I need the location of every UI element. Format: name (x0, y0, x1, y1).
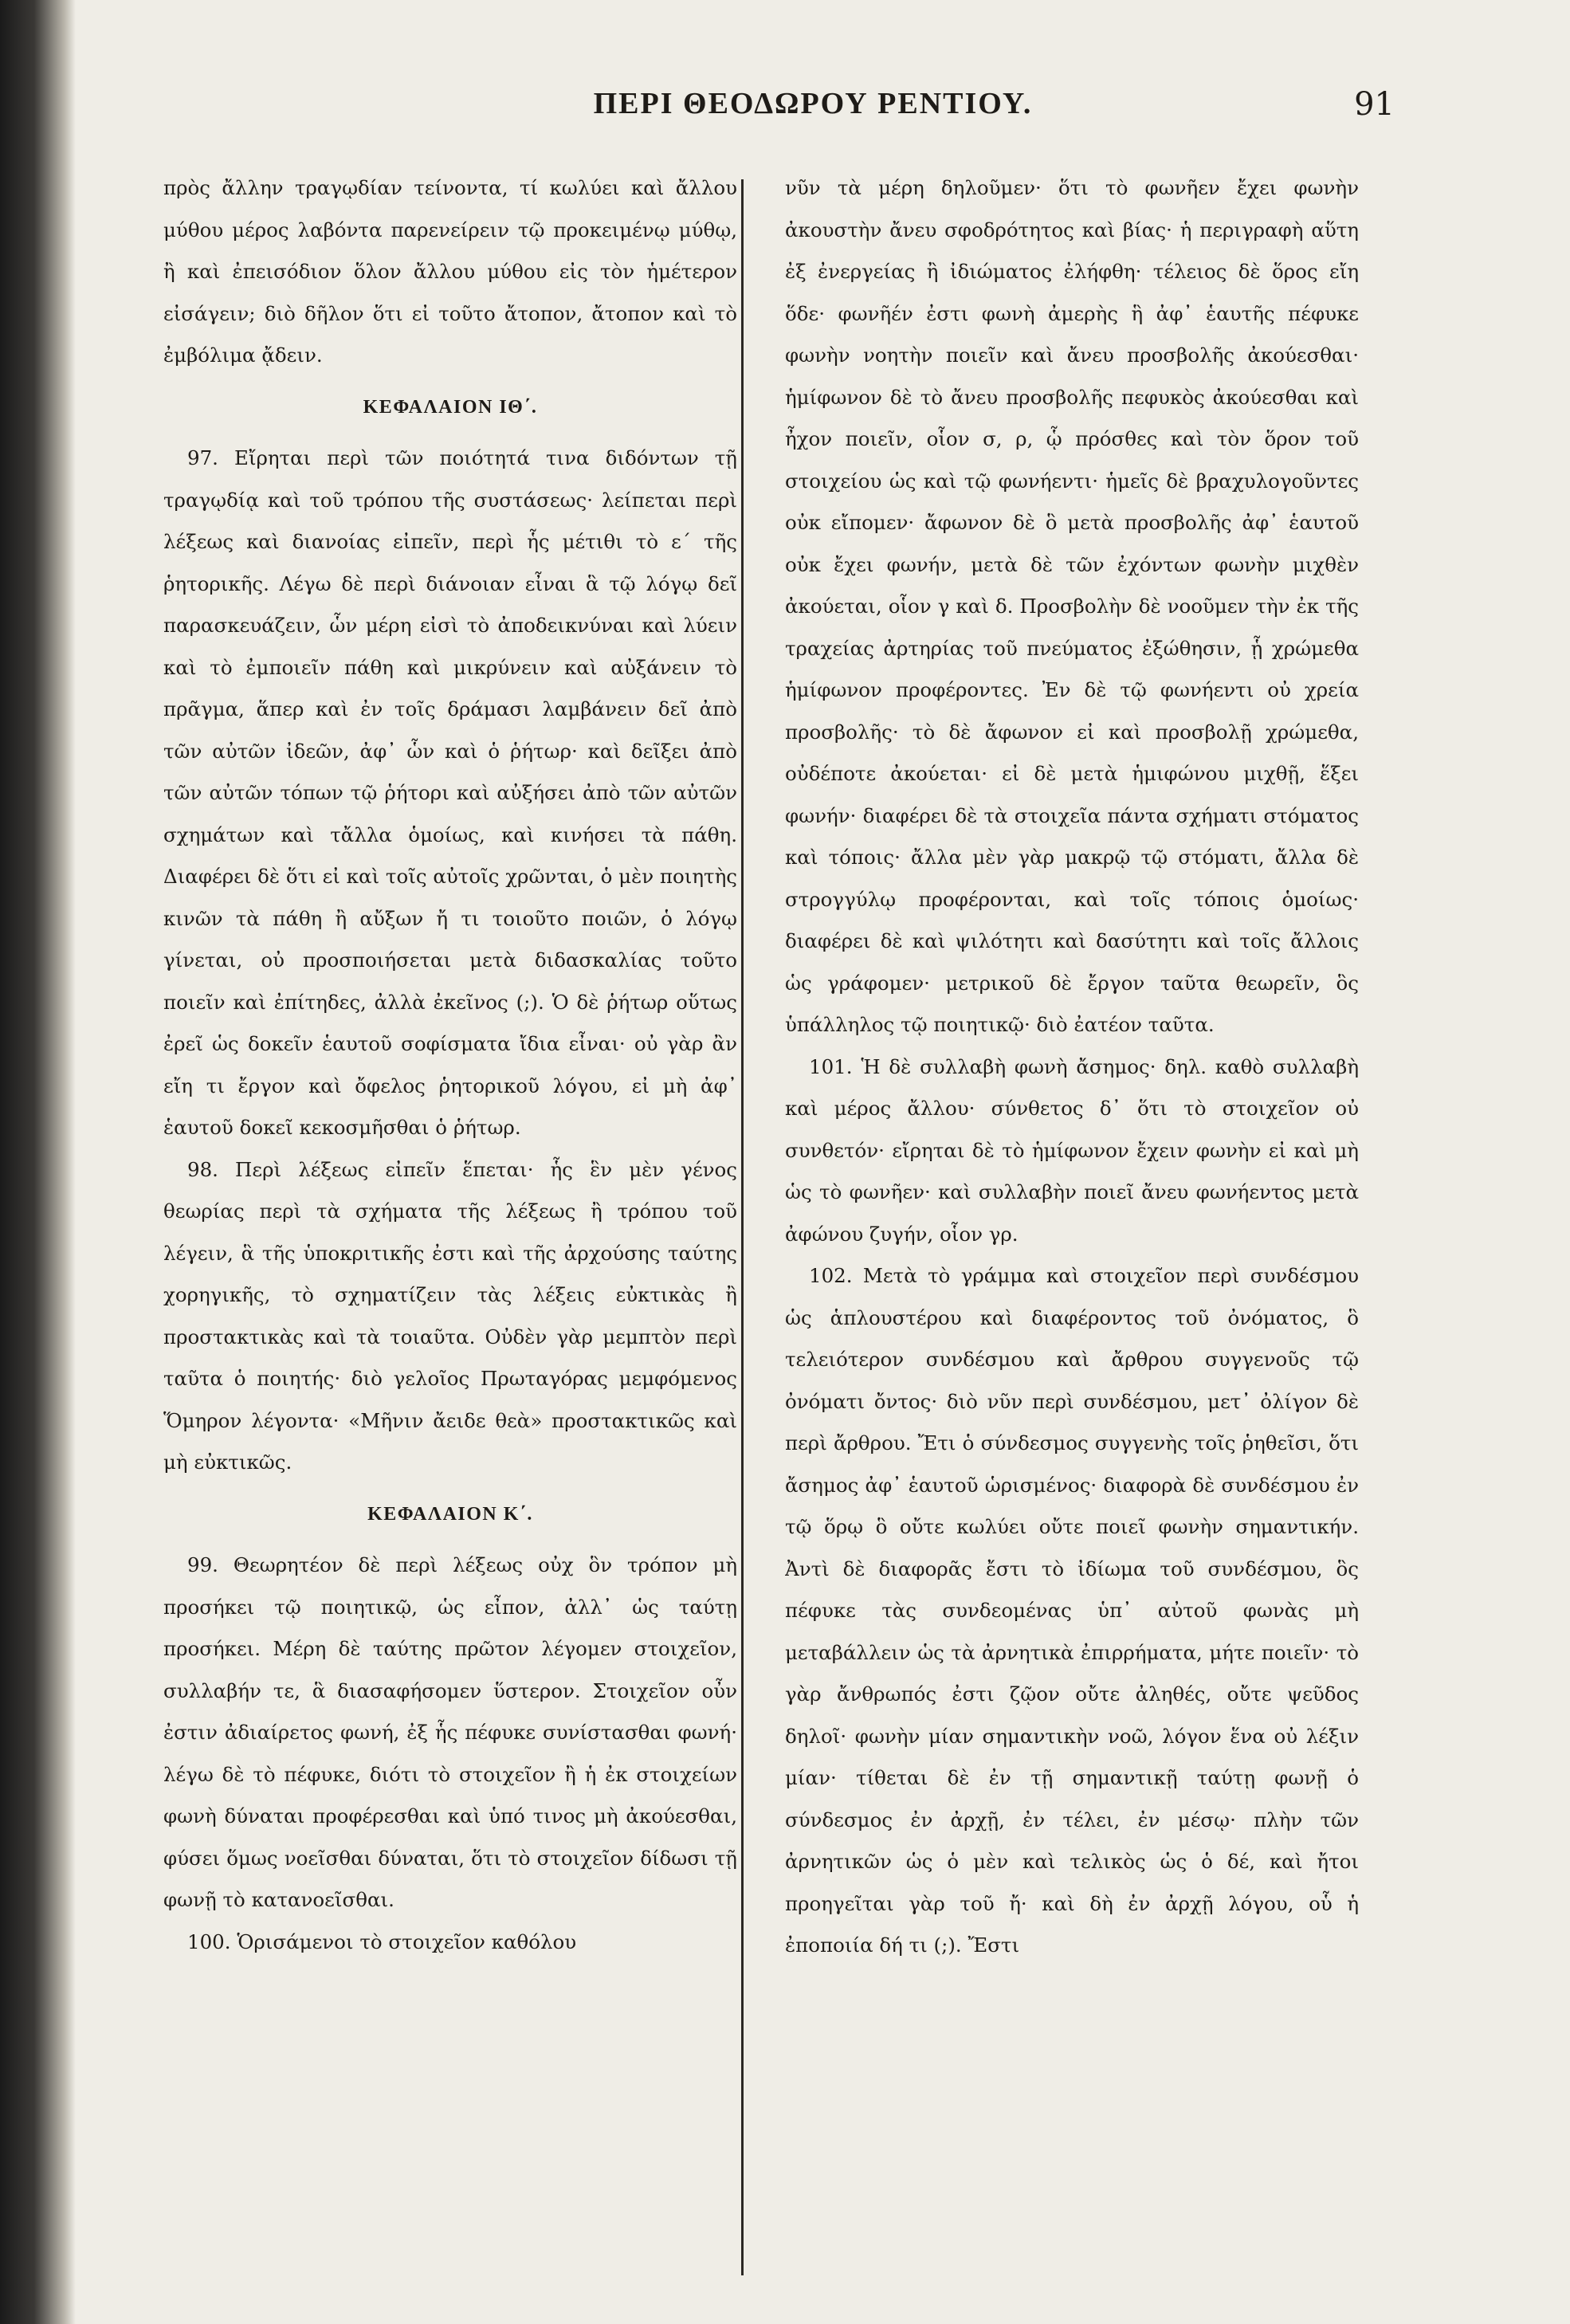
paragraph-98: 98. Περὶ λέξεως εἰπεῖν ἕπεται· ἧς ἓν μὲν γένος θεωρίας περὶ τὰ σχήματα τῆς λέξεως ἢ τρόπου τοῦ λέγειν, ἃ τῆς ὑποκριτικῆς ἐστι καὶ τῆς ἀρχούσης ταύτης χορηγικῆς, τὸ σχηματίζειν τὰς λέξεις εὐκτικὰς ἢ προστακτικὰς καὶ τὰ τοιαῦτα. Οὐδὲν γὰρ μεμπτὸν περὶ ταῦτα ὁ ποιητής· διὸ γελοῖος Πρωταγόρας μεμφόμενος Ὅμηρον λέγοντα· «Μῆνιν ἄειδε θεὰ» προστακτικῶς καὶ μὴ εὐκτικῶς. (163, 1157, 737, 1474)
paragraph-99: 99. Θεωρητέον δὲ περὶ λέξεως οὐχ ὃν τρόπον μὴ προσήκει τῷ ποιητικῷ, ὡς εἶπον, ἀλλ᾽ ὡς ταύτῃ προσήκει. Μέρη δὲ ταύτης πρῶτον λέγομεν στοιχεῖον, συλλαβήν τε, ἃ διασαφήσομεν ὕστερον. Στοιχεῖον οὖν ἐστιν ἀδιαίρετος φωνή, ἐξ ἧς πέφυκε συνίστασθαι φωνή· λέγω δὲ τὸ πέφυκε, διότι τὸ στοιχεῖον ἢ ἡ ἐκ στοιχείων φωνὴ δύναται προφέρεσθαι καὶ ὑπό τινος μὴ ἀκούεσθαι, φύσει ὅμως νοεῖσθαι δύναται, ὅτι τὸ στοιχεῖον δίδωσι τῇ φωνῇ τὸ κατανοεῖσθαι. (163, 1553, 737, 1911)
paragraph-100: 100. Ὁρισάμενοι τὸ στοιχεῖον καθόλου (187, 1929, 577, 1953)
page-header (159, 86, 1395, 134)
left-column (163, 167, 737, 2287)
paragraph-intro: πρὸς ἄλλην τραγῳδίαν τείνοντα, τί κωλύει καὶ ἄλλου μύθου μέρος λαβόντα παρενείρειν τῷ προκειμένῳ μύθῳ, ἢ καὶ ἐπεισόδιον ὅλον ἄλλου μύθου εἰς τὸν ἡμέτερον εἰσάγειν; διὸ δῆλον ὅτι εἰ τοῦτο ἄτοπον, ἄτοπον καὶ τὸ ἐμβόλιμα ᾄδειν. (163, 176, 737, 367)
right-column (785, 167, 1359, 2287)
chapter-heading-19: ΚΕΦΑΛΑΙΟΝ ΙΘ΄. (363, 396, 538, 418)
paragraph-continued: νῦν τὰ μέρη δηλοῦμεν· ὅτι τὸ φωνῆεν ἔχει φωνὴν ἀκουστὴν ἄνευ σφοδρότητος καὶ βίας· ἡ περιγραφὴ αὕτη ἐξ ἐνεργείας ἢ ἰδιώματος ἐλήφθη· τέλειος δὲ ὅρος εἴη ὅδε· φωνῆέν ἐστι φωνὴ ἀμερὴς ἣ ἀφ᾽ ἑαυτῆς πέφυκε φωνὴν νοητὴν ποιεῖν καὶ ἄνευ προσβολῆς ἀκούεσθαι· ἡμίφωνον δὲ τὸ ἄνευ προσβολῆς πεφυκὸς ἀκούεσθαι καὶ ἦχον ποιεῖν, οἷον σ, ρ, ᾧ πρόσθες καὶ τὸν ὅρον τοῦ στοιχείου ὡς καὶ τῷ φωνήεντι· ἡμεῖς δὲ βραχυλογοῦντες οὐκ εἴπομεν· ἄφωνον δὲ ὃ μετὰ προσβολῆς ἀφ᾽ ἑαυτοῦ οὐκ ἔχει φωνήν, μετὰ δὲ τῶν ἐχόντων φωνὴν μιχθὲν ἀκούεται, οἷον γ καὶ δ. Προσβολὴν δὲ νοοῦμεν τὴν ἐκ τῆς τραχείας ἀρτηρίας τοῦ πνεύματος ἐξώθησιν, ᾗ χρώμεθα ἡμίφωνον προφέροντες. Ἐν δὲ τῷ φωνήεντι οὐ χρεία προσβολῆς· τὸ δὲ ἄφωνον εἰ καὶ προσβολῇ χρώμεθα, οὐδέποτε ἀκούεται· εἰ δὲ μετὰ ἡμιφώνου μιχθῇ, ἕξει φωνήν· διαφέρει δὲ τὰ στοιχεῖα πάντα σχήματι στόματος καὶ τόποις· ἄλλα μὲν γὰρ μακρῷ τῷ στόματι, ἄλλα δὲ στρογγύλῳ προφέρονται, καὶ τοῖς τόποις ὁμοίως· διαφέρει δὲ καὶ ψιλότητι καὶ δασύτητι καὶ τοῖς ἄλλοις ὡς γράφομεν· μετρικοῦ δὲ ἔργον ταῦτα θεωρεῖν, ὃς ὑπάλληλος τῷ ποιητικῷ· διὸ ἐατέον ταῦτα. (785, 176, 1359, 1036)
page-number: 91 (1354, 86, 1395, 123)
chapter-heading-20: ΚΕΦΑΛΑΙΟΝ Κ΄. (367, 1503, 533, 1525)
paragraph-101: 101. Ἡ δὲ συλλαβὴ φωνὴ ἄσημος· δηλ. καθὸ συλλαβὴ καὶ μέρος ἄλλου· σύνθετος δ᾽ ὅτι τὸ στοιχεῖον οὐ συνθετόν· εἴρηται δὲ τὸ ἡμίφωνον ἔχειν φωνὴν εἰ καὶ μὴ ὡς τὸ φωνῆεν· καὶ συλλαβὴν ποιεῖ ἄνευ φωνήεντος μετὰ ἀφώνου ζυγήν, οἷον γρ. (785, 1054, 1359, 1246)
paragraph-102: 102. Μετὰ τὸ γράμμα καὶ στοιχεῖον περὶ συνδέσμου ὡς ἁπλουστέρου καὶ διαφέροντος τοῦ ὀνόματος, ὃ τελειότερον συνδέσμου καὶ ἄρθρου συγγενοῦς τῷ ὀνόματι ὄντος· διὸ νῦν περὶ συνδέσμου, μετ᾽ ὀλίγον δὲ περὶ ἄρθρου. Ἔτι ὁ σύνδεσμος συγγενὴς τοῖς ῥηθεῖσι, ὅτι ἄσημος ἀφ᾽ ἑαυτοῦ ὡρισμένος· διαφορὰ δὲ συνδέσμου ἐν τῷ ὅρῳ ὃ οὔτε κωλύει οὔτε ποιεῖ φωνὴν σημαντικήν. Ἀντὶ δὲ διαφορᾶς ἔστι τὸ ἰδίωμα τοῦ συνδέσμου, ὃς πέφυκε τὰς συνδεομένας ὑπ᾽ αὐτοῦ φωνὰς μὴ μεταβάλλειν ὡς τὰ ἀρνητικὰ ἐπιρρήματα, μήτε ποιεῖν· τὸ γὰρ ἄνθρωπός ἐστι ζῷον οὔτε ἀληθές, οὔτε ψεῦδος δηλοῖ· φωνὴν μίαν σημαντικὴν νοῶ, λόγον ἕνα οὐ λέξιν μίαν· τίθεται δὲ ἐν τῇ σημαντικῇ ταύτῃ φωνῇ ὁ σύνδεσμος ἐν ἀρχῇ, ἐν τέλει, ἐν μέσῳ· πλὴν τῶν ἀρνητικῶν ὡς ὁ μὲν καὶ τελικὸς ὡς ὁ δέ, καὶ ἤτοι προηγεῖται γὰρ τοῦ ἤ· καὶ δὴ ἐν ἀρχῇ λόγου, οὗ ἡ ἐποποιία δή τι (;). Ἔστι (785, 1264, 1359, 1957)
column-divider (741, 179, 744, 2275)
running-head: ΠΕΡΙ ΘΕΟΔΩΡΟΥ ΡΕΝΤΙΟΥ. (593, 87, 1033, 120)
binding-gutter (0, 0, 76, 2324)
paragraph-97: 97. Εἴρηται περὶ τῶν ποιότητά τινα διδόντων τῇ τραγῳδίᾳ καὶ τοῦ τρόπου τῆς συστάσεως· λείπεται περὶ λέξεως καὶ διανοίας εἰπεῖν, περὶ ἧς μέτιθι τὸ ε΄ τῆς ῥητορικῆς. Λέγω δὲ περὶ διάνοιαν εἶναι ἃ τῷ λόγῳ δεῖ παρασκευάζειν, ὧν μέρη εἰσὶ τὸ ἀποδεικνύναι καὶ λύειν καὶ τὸ ἐμποιεῖν πάθη καὶ μικρύνειν καὶ αὐξάνειν τὸ πρᾶγμα, ἅπερ καὶ ἐν τοῖς δράμασι λαμβάνειν δεῖ ἀπὸ τῶν αὐτῶν ἰδεῶν, ἀφ᾽ ὧν καὶ ὁ ῥήτωρ· καὶ δεῖξει ἀπὸ τῶν αὐτῶν τόπων τῷ ῥήτορι καὶ αὐξήσει ἀπὸ τῶν αὐτῶν σχημάτων καὶ τἄλλα ὁμοίως, καὶ κινήσει τὰ πάθη. Διαφέρει δὲ ὅτι εἰ καὶ τοῖς αὐτοῖς χρῶνται, ὁ μὲν ποιητὴς κινῶν τὰ πάθη ἢ αὔξων ἤ τι τοιοῦτο ποιῶν, ὁ λόγῳ γίνεται, οὐ προσποιήσεται μετὰ διδασκαλίας τοῦτο ποιεῖν καὶ ἐπίτηδες, ἀλλὰ ἐκεῖνος (;). Ὁ δὲ ῥήτωρ οὕτως ἐρεῖ ὡς δοκεῖν ἑαυτοῦ σοφίσματα ἴδια εἶναι· οὐ γὰρ ἂν εἴη τι ἔργον καὶ ὄφελος ῥητορικοῦ λόγου, εἰ μὴ ἀφ᾽ ἑαυτοῦ δοκεῖ κεκοσμῆσθαι ὁ ῥήτωρ. (163, 446, 737, 1139)
